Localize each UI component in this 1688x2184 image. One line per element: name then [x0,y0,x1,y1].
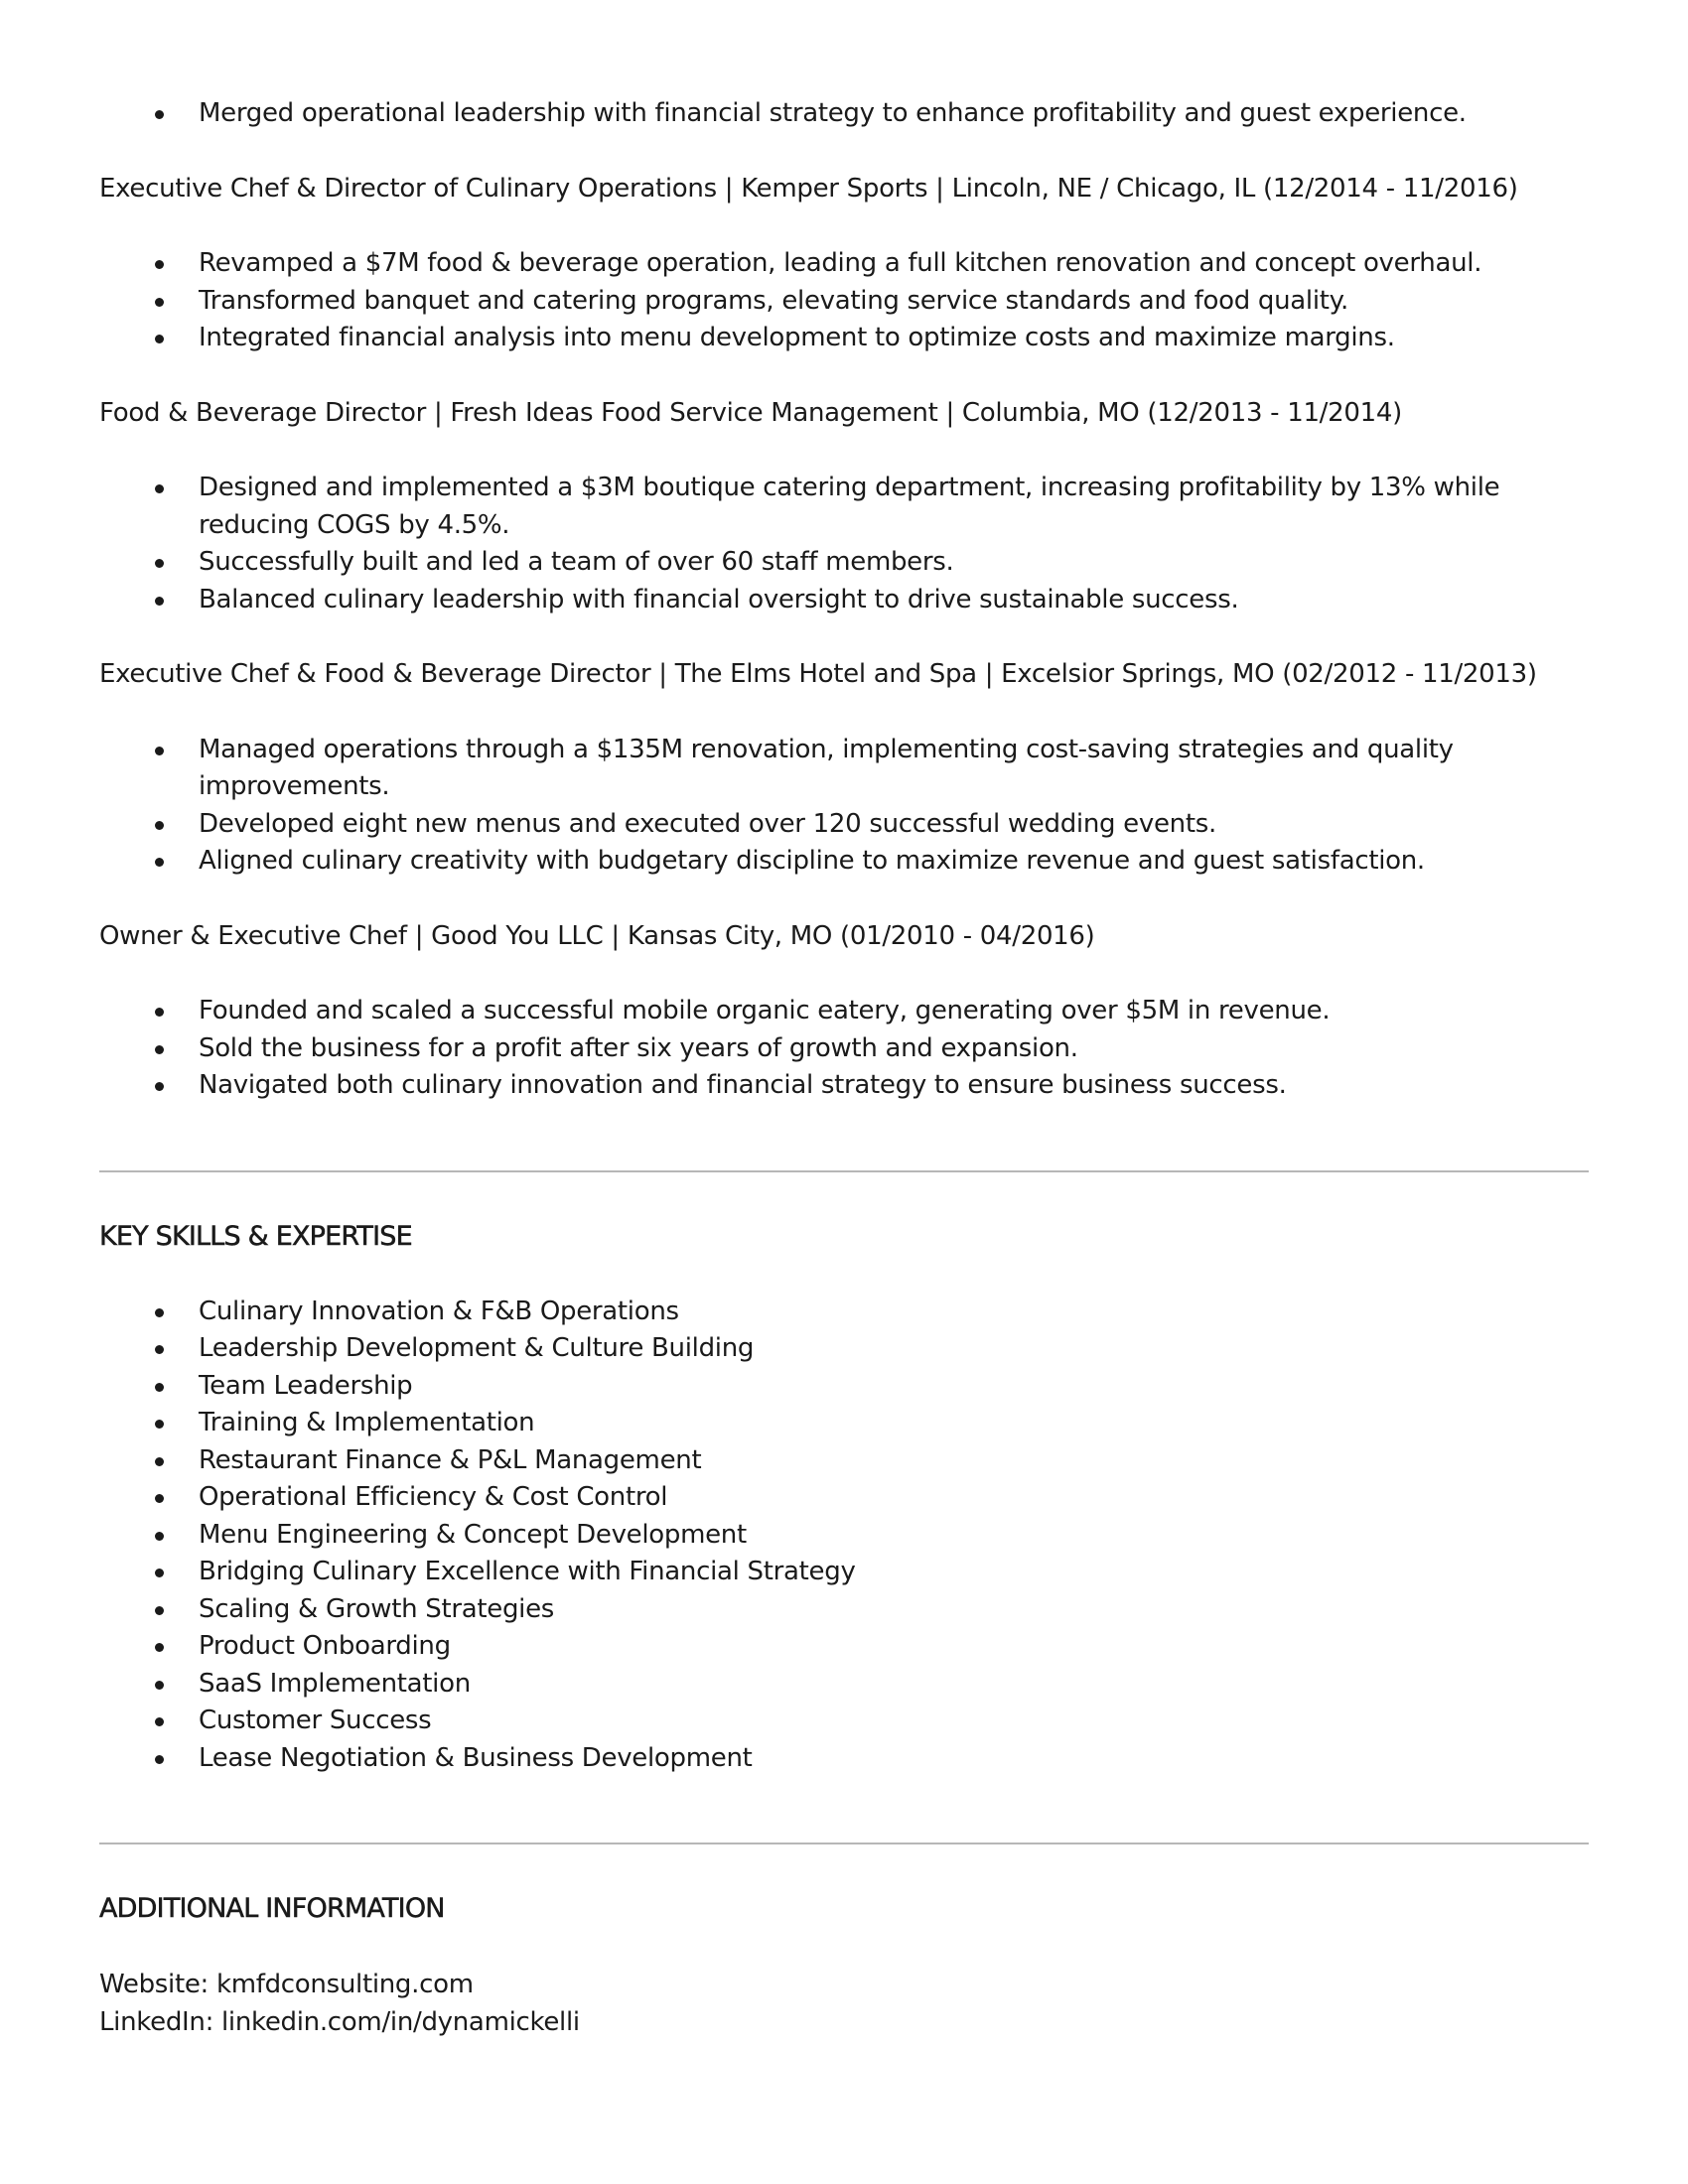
job-header: Owner & Executive Chef | Good You LLC | Kansas City, MO (01/2010 - 04/2016) [99,920,1095,951]
skill-item: Restaurant Finance & P&L Management [99,1442,1589,1480]
list-item: Navigated both culinary innovation and financial strategy to ensure business success. [99,1067,1589,1105]
list-item: Transformed banquet and catering programs, elevating service standards and food quality. [99,283,1589,321]
skill-item: Training & Implementation [99,1405,1589,1442]
list-item: Managed operations through a $135M renovation, implementing cost-saving strategies and quality improvements. [99,732,1589,806]
resume-page [99,95,1589,2041]
skill-item: Product Onboarding [99,1628,1589,1666]
list-item: Sold the business for a profit after six years of growth and expansion. [99,1030,1589,1068]
job-header: Food & Beverage Director | Fresh Ideas Food Service Management | Columbia, MO (12/2013 - 11/2014) [99,397,1402,428]
linkedin-line: LinkedIn: linkedin.com/in/dynamickelli [99,2007,580,2037]
skill-item: SaaS Implementation [99,1666,1589,1704]
list-item: Designed and implemented a $3M boutique catering department, increasing profitability by 13% while reducing COGS by 4.5%. [99,470,1589,544]
additional-section-title: ADDITIONAL INFORMATION [99,1893,445,1924]
list-item: Balanced culinary leadership with financial oversight to drive sustainable success. [99,582,1589,619]
skill-item: Lease Negotiation & Business Development [99,1740,1589,1778]
job-header: Executive Chef & Director of Culinary Operations | Kemper Sports | Lincoln, NE / Chicago, IL (12/2014 - 11/2016) [99,173,1518,204]
section-divider [99,1170,1589,1172]
lead-bullet-list [99,95,1589,133]
skill-item: Bridging Culinary Excellence with Financial Strategy [99,1554,1589,1591]
list-item: Successfully built and led a team of over 60 staff members. [99,544,1589,582]
job-bullet-list [99,732,1589,881]
job-header: Executive Chef & Food & Beverage Director | The Elms Hotel and Spa | Excelsior Springs, MO (02/2012 - 11/2013) [99,659,1537,689]
list-item: Aligned culinary creativity with budgetary discipline to maximize revenue and guest satisfaction. [99,843,1589,881]
list-item: Founded and scaled a successful mobile organic eatery, generating over $5M in revenue. [99,993,1589,1030]
skill-item: Leadership Development & Culture Building [99,1330,1589,1368]
list-item: Integrated financial analysis into menu development to optimize costs and maximize margins. [99,320,1589,357]
list-item: Merged operational leadership with financial strategy to enhance profitability and guest experience. [99,95,1589,133]
skills-list [99,1294,1589,1778]
job-bullet-list [99,993,1589,1105]
skill-item: Team Leadership [99,1368,1589,1406]
section-divider [99,1843,1589,1844]
skills-section-title: KEY SKILLS & EXPERTISE [99,1220,412,1252]
skill-item: Customer Success [99,1703,1589,1740]
job-bullet-list [99,245,1589,357]
job-bullet-list [99,470,1589,618]
skill-item: Menu Engineering & Concept Development [99,1517,1589,1555]
skill-item: Culinary Innovation & F&B Operations [99,1294,1589,1331]
list-item: Developed eight new menus and executed over 120 successful wedding events. [99,806,1589,844]
list-item: Revamped a $7M food & beverage operation, leading a full kitchen renovation and concept overhaul. [99,245,1589,283]
skill-item: Scaling & Growth Strategies [99,1591,1589,1629]
skill-item: Operational Efficiency & Cost Control [99,1479,1589,1517]
website-line: Website: kmfdconsulting.com [99,1970,474,1999]
